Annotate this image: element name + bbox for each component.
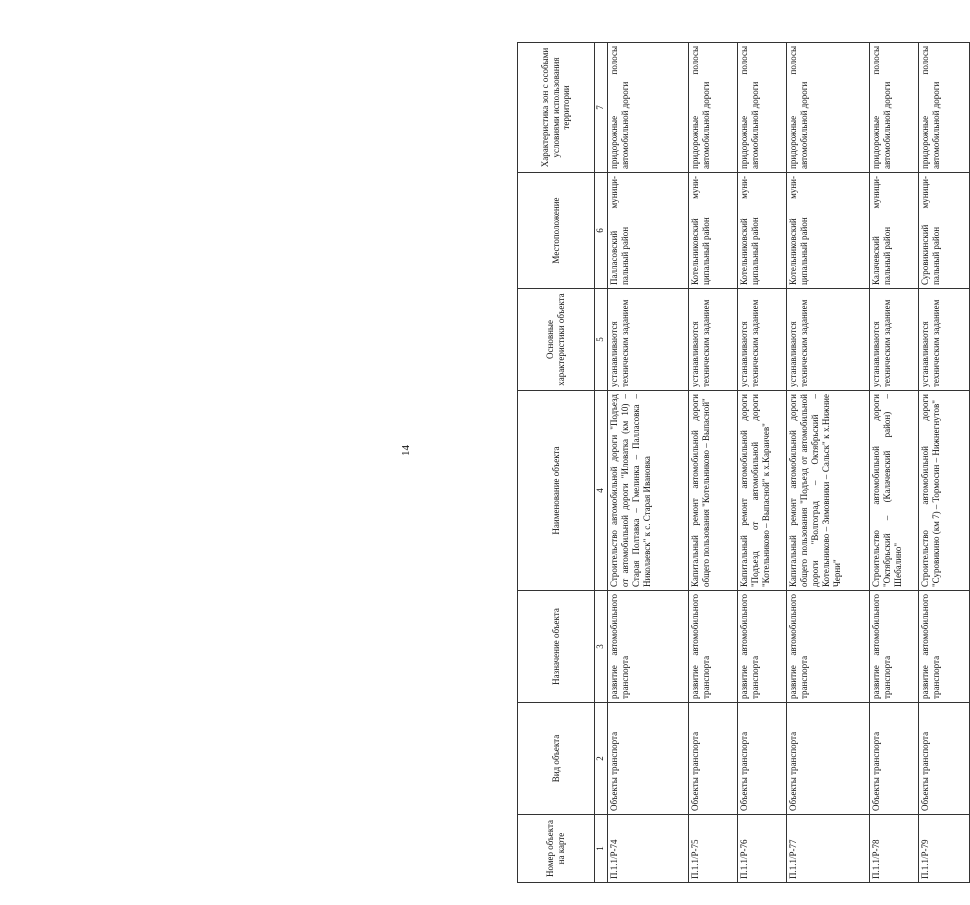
cell-name: Капитальный ремонт автомобильной дороги "Подъезд от автомобильной дороги "Котельниково – Выпасной" к х.Караичев" — [738, 391, 787, 591]
cell-kind: Объекты транспорта — [787, 703, 870, 815]
cell-name: Строительство автомобильной дороги "Подъезд от автомобильной дороги "Иловатка (км 10) – Старая Полтавка – Гмелинка – Палласовка – Николаевск" к с. Старая Ивановка — [608, 391, 689, 591]
table-row — [689, 43, 738, 883]
cell-name: Строительство автомобильной дороги "Суровикино (км 7) – Тормосин – Нижнегнутов" — [919, 391, 970, 591]
cell-kind: Объекты транспорта — [870, 703, 919, 815]
cell-purpose: развитие автомобильного транспорта — [689, 591, 738, 703]
table-row — [738, 43, 787, 883]
header-name: Наименование объекта — [518, 391, 595, 591]
cell-location: Котельниковский муниципальный район — [689, 173, 738, 289]
cell-number: П.1.1/Р-77 — [787, 815, 870, 883]
column-number: 2 — [595, 703, 608, 815]
table-row — [870, 43, 919, 883]
header-kind: Вид объекта — [518, 703, 595, 815]
cell-kind: Объекты транспорта — [738, 703, 787, 815]
header-characteristics: Основные характеристики объекта — [518, 289, 595, 391]
objects-table — [517, 42, 970, 883]
column-number-row — [595, 43, 608, 883]
rotated-table-container — [517, 43, 941, 883]
cell-purpose: развитие автомобильного транспорта — [608, 591, 689, 703]
cell-location: Котельниковский муниципальный район — [738, 173, 787, 289]
table-row — [787, 43, 870, 883]
column-number: 6 — [595, 173, 608, 289]
cell-location: Суровикинский муниципальный район — [919, 173, 970, 289]
cell-characteristics: устанавливаются техническим заданием — [689, 289, 738, 391]
cell-zones: придорожные полосы автомобильной дороги — [738, 43, 787, 173]
column-number: 7 — [595, 43, 608, 173]
cell-number: П.1.1/Р-78 — [870, 815, 919, 883]
header-location: Местоположение — [518, 173, 595, 289]
cell-number: П.1.1/Р-75 — [689, 815, 738, 883]
cell-number: П.1.1/Р-76 — [738, 815, 787, 883]
cell-purpose: развитие автомобильного транспорта — [870, 591, 919, 703]
cell-zones: придорожные полосы автомобильной дороги — [689, 43, 738, 173]
cell-characteristics: устанавливаются техническим заданием — [608, 289, 689, 391]
cell-kind: Объекты транспорта — [689, 703, 738, 815]
header-zones: Характеристика зон с особыми условиями использования территории — [518, 43, 595, 173]
cell-characteristics: устанавливаются техническим заданием — [738, 289, 787, 391]
cell-characteristics: устанавливаются техническим заданием — [919, 289, 970, 391]
cell-characteristics: устанавливаются техническим заданием — [870, 289, 919, 391]
table-row — [608, 43, 689, 883]
cell-purpose: развитие автомобильного транспорта — [787, 591, 870, 703]
cell-name: Капитальный ремонт автомобильной дороги общего пользования "Подъезд от автомобильной дороги "Волгоград – Октябрьский – Котельниково – Зимовники – Сальск" к х.Нижние Черни" — [787, 391, 870, 591]
column-number: 3 — [595, 591, 608, 703]
cell-name: Строительство автомобильной дороги "Октябрьский – (Калачевский район) – Шебалино" — [870, 391, 919, 591]
cell-location: Калачевский муниципальный район — [870, 173, 919, 289]
cell-purpose: развитие автомобильного транспорта — [919, 591, 970, 703]
cell-characteristics: устанавливаются техническим заданием — [787, 289, 870, 391]
cell-purpose: развитие автомобильного транспорта — [738, 591, 787, 703]
cell-location: Палласовский муниципальный район — [608, 173, 689, 289]
column-number: 4 — [595, 391, 608, 591]
table-row — [919, 43, 970, 883]
table-header-row — [518, 43, 595, 883]
cell-number: П.1.1/Р-74 — [608, 815, 689, 883]
cell-zones: придорожные полосы автомобильной дороги — [919, 43, 970, 173]
cell-number: П.1.1/Р-79 — [919, 815, 970, 883]
cell-location: Котельниковский муниципальный район — [787, 173, 870, 289]
page-number: 14 — [400, 445, 412, 456]
cell-zones: придорожные полосы автомобильной дороги — [608, 43, 689, 173]
cell-kind: Объекты транспорта — [608, 703, 689, 815]
cell-zones: придорожные полосы автомобильной дороги — [787, 43, 870, 173]
column-number: 1 — [595, 815, 608, 883]
header-number: Номер объекта на карте — [518, 815, 595, 883]
cell-kind: Объекты транспорта — [919, 703, 970, 815]
cell-name: Капитальный ремонт автомобильной дороги общего пользования "Котельниково – Выпасной" — [689, 391, 738, 591]
column-number: 5 — [595, 289, 608, 391]
cell-zones: придорожные полосы автомобильной дороги — [870, 43, 919, 173]
header-purpose: Назначение объекта — [518, 591, 595, 703]
